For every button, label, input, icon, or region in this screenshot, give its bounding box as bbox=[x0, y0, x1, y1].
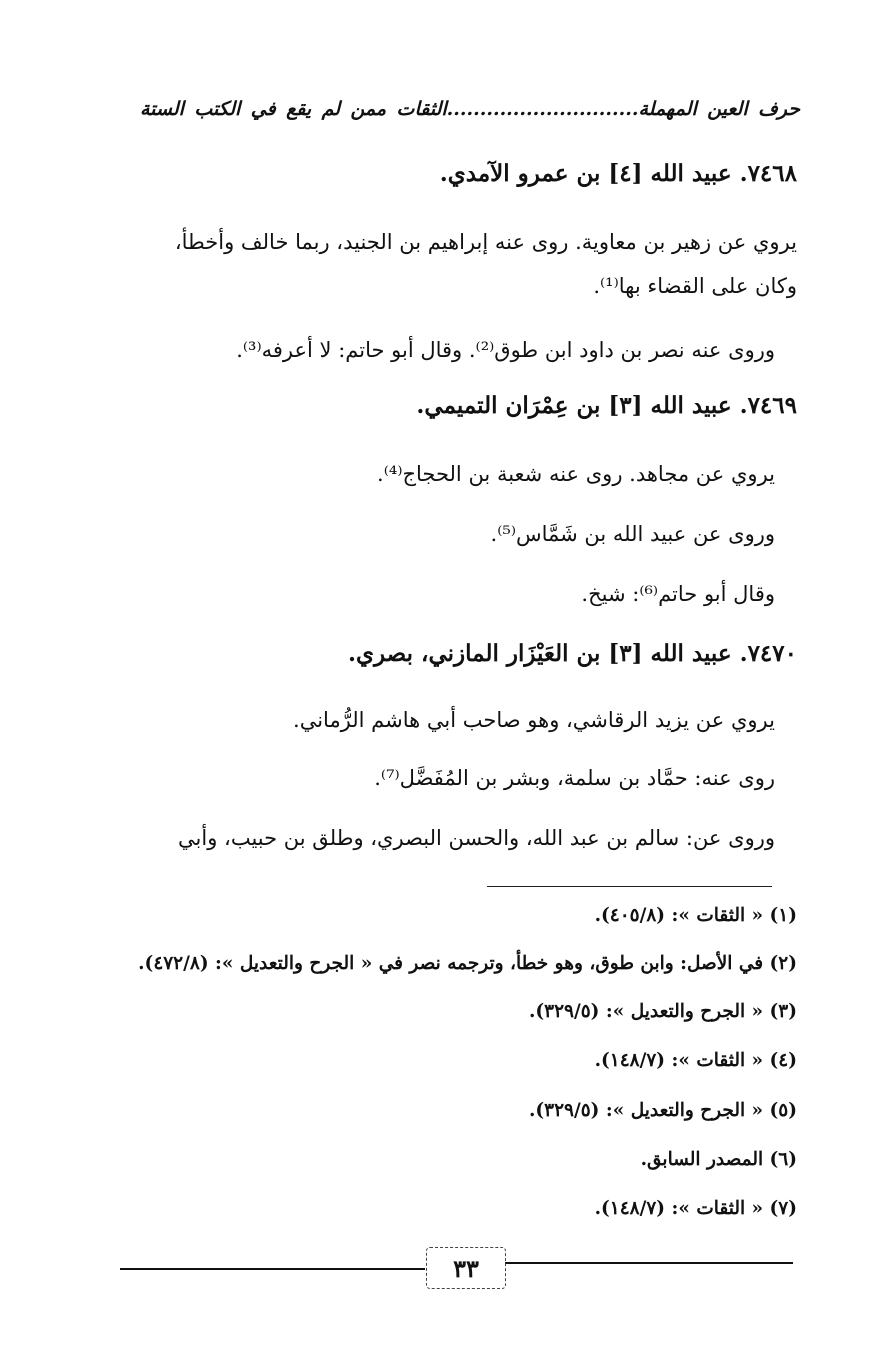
entry-title-7469: ٧٤٦٩. عبيد الله [٣] بن عِمْرَان التميمي. bbox=[416, 392, 797, 419]
entry-title-7470: ٧٤٧٠. عبيد الله [٣] بن العَيْزَار المازني، بصري. bbox=[347, 640, 797, 667]
running-header: حرف العين المهملة.............................الثقات ممن لم يقع في الكتب الستة bbox=[140, 98, 800, 120]
footnote-separator bbox=[487, 886, 772, 887]
entry-7470-line-2: روى عنه: حمَّاد بن سلمة، وبشر بن المُفَضَّل⁽⁷⁾. bbox=[374, 766, 775, 790]
entry-7468-line-2: وكان على القضاء بها⁽¹⁾. bbox=[593, 274, 797, 298]
entry-7469-line-3: وقال أبو حاتم⁽⁶⁾: شيخ. bbox=[581, 582, 775, 606]
footnote-2: (٢) في الأصل: وابن طوق، وهو خطأ، وترجمه نصر في « الجرح والتعديل »: (٤٧٢/٨). bbox=[138, 953, 797, 974]
footer-rule-left bbox=[120, 1268, 425, 1270]
entry-7468-line-3: وروى عنه نصر بن داود ابن طوق⁽²⁾. وقال أبو حاتم: لا أعرفه⁽³⁾. bbox=[236, 338, 775, 362]
page-number: ٣٣ bbox=[426, 1247, 506, 1289]
footer-rule-right bbox=[505, 1262, 793, 1264]
entry-7469-line-2: وروى عن عبيد الله بن شَمَّاس⁽⁵⁾. bbox=[490, 522, 775, 546]
footnote-1: (١) « الثقات »: (٤٠٥/٨). bbox=[594, 905, 797, 926]
entry-7470-line-3: وروى عن: سالم بن عبد الله، والحسن البصري، وطلق بن حبيب، وأبي bbox=[178, 826, 775, 850]
footnote-4: (٤) « الثقات »: (١٤٨/٧). bbox=[594, 1050, 797, 1071]
entry-7468-line-1: يروي عن زهير بن معاوية. روى عنه إبراهيم بن الجنيد، ربما خالف وأخطأ، bbox=[174, 230, 797, 254]
footnote-6: (٦) المصدر السابق. bbox=[640, 1149, 797, 1170]
footnote-3: (٣) « الجرح والتعديل »: (٣٢٩/٥). bbox=[528, 1001, 797, 1022]
footnote-7: (٧) « الثقات »: (١٤٨/٧). bbox=[594, 1198, 797, 1219]
entry-title-7468: ٧٤٦٨. عبيد الله [٤] بن عمرو الآمدي. bbox=[439, 160, 797, 187]
entry-7469-line-1: يروي عن مجاهد. روى عنه شعبة بن الحجاج⁽⁴⁾. bbox=[377, 462, 775, 486]
entry-7470-line-1: يروي عن يزيد الرقاشي، وهو صاحب أبي هاشم الرُّماني. bbox=[293, 708, 775, 732]
footnote-5: (٥) « الجرح والتعديل »: (٣٢٩/٥). bbox=[528, 1100, 797, 1121]
